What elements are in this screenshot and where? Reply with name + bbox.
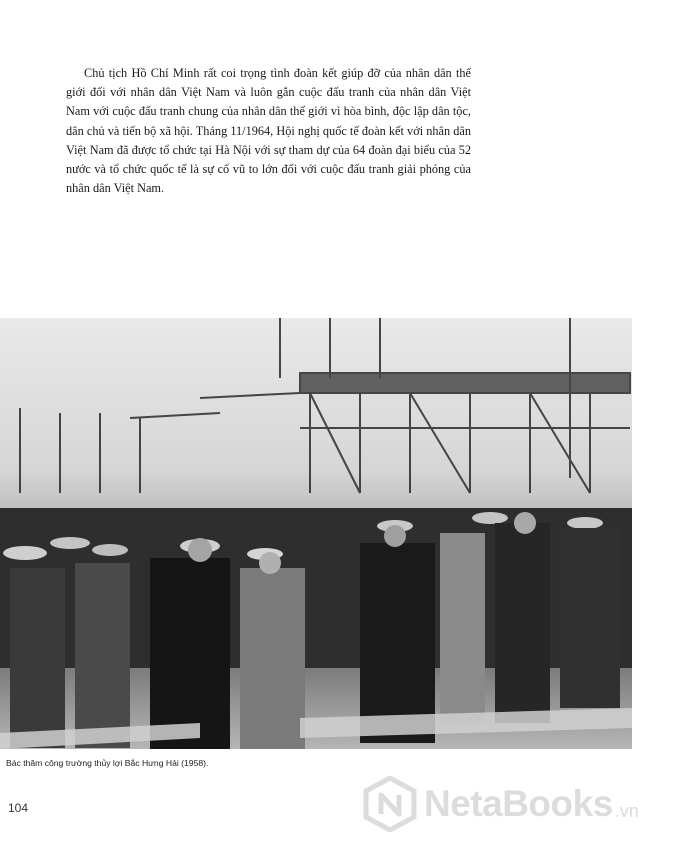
netabooks-logo-icon bbox=[362, 776, 418, 832]
watermark bbox=[362, 776, 639, 832]
page-number: 104 bbox=[8, 801, 29, 815]
watermark-brand: NetaBooks bbox=[424, 783, 613, 824]
photo-caption: Bác thăm công trường thủy lợi Bắc Hưng Hải (1958). bbox=[6, 758, 209, 768]
historical-photo bbox=[0, 318, 632, 749]
watermark-tld: .vn bbox=[614, 800, 639, 821]
body-paragraph: Chủ tịch Hồ Chí Minh rất coi trọng tình đoàn kết giúp đỡ của nhân dân thế giới đối với nhân dân Việt Nam và luôn gắn cuộc đấu tranh của nhân dân Việt Nam với cuộc đấu tranh chung của nhân dân thế giới vì hòa bình, độc lập dân tộc, dân chủ và tiến bộ xã hội. Tháng 11/1964, Hội nghị quốc tế đoàn kết với nhân dân Việt Nam đã được tổ chức tại Hà Nội với sự tham dự của 64 đoàn đại biểu của 52 nước và tổ chức quốc tế là sự cổ vũ to lớn đối với cuộc đấu tranh giải phóng của nhân dân Việt Nam. bbox=[66, 66, 471, 196]
